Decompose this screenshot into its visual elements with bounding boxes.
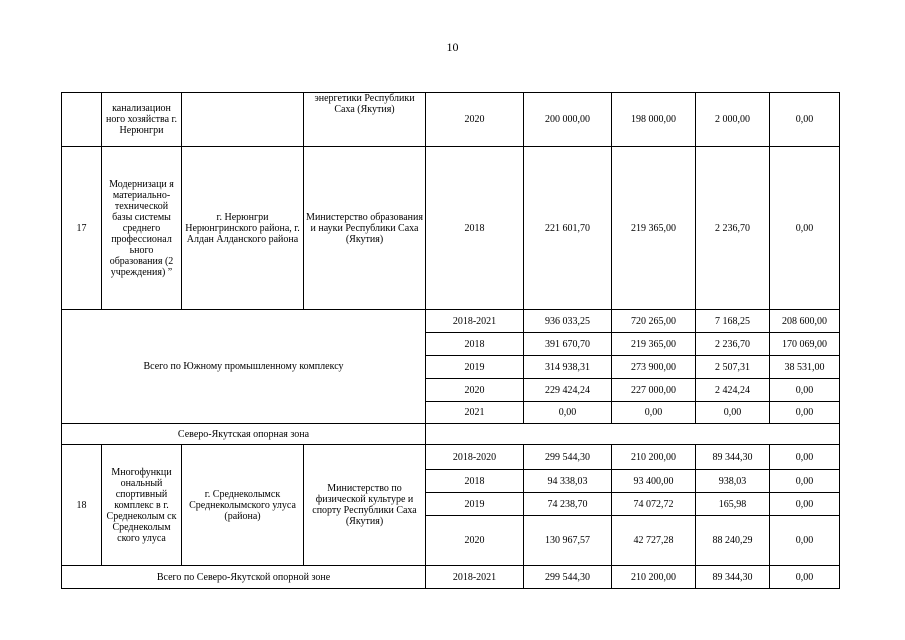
other-cell: 0,00 — [770, 402, 840, 424]
project-name-cell: канализацион ного хозяйства г. Нерюнгри — [102, 93, 182, 147]
location-cell: г. Нерюнгри Нерюнгринского района, г. Алдан Алданского района — [182, 147, 304, 310]
other-cell: 0,00 — [770, 493, 840, 516]
regional-cell: 2 236,70 — [696, 147, 770, 310]
federal-cell: 0,00 — [612, 402, 696, 424]
total-cell: 299 544,30 — [524, 566, 612, 589]
other-cell: 0,00 — [770, 379, 840, 402]
regional-cell: 938,03 — [696, 470, 770, 493]
zone-header: Северо-Якутская опорная зона — [62, 424, 426, 445]
regional-cell: 2 507,31 — [696, 356, 770, 379]
table-row — [62, 93, 840, 147]
other-cell: 0,00 — [770, 516, 840, 566]
north-total-label: Всего по Северо-Якутской опорной зоне — [62, 566, 426, 589]
federal-cell: 93 400,00 — [612, 470, 696, 493]
other-cell: 208 600,00 — [770, 310, 840, 333]
regional-cell: 89 344,30 — [696, 566, 770, 589]
total-cell: 94 338,03 — [524, 470, 612, 493]
other-cell: 0,00 — [770, 566, 840, 589]
table-row — [62, 445, 840, 470]
federal-cell: 210 200,00 — [612, 445, 696, 470]
row-number-cell: 18 — [62, 445, 102, 566]
south-total-label: Всего по Южному промышленному комплексу — [62, 310, 426, 424]
regional-cell: 88 240,29 — [696, 516, 770, 566]
federal-cell: 210 200,00 — [612, 566, 696, 589]
federal-cell: 227 000,00 — [612, 379, 696, 402]
responsible-cell: Министерство образования и науки Республики Саха (Якутия) — [304, 147, 426, 310]
responsible-cell: Министерство по физической культуре и спорту Республики Саха (Якутия) — [304, 445, 426, 566]
year-cell: 2019 — [426, 356, 524, 379]
year-cell: 2018-2021 — [426, 310, 524, 333]
federal-cell: 219 365,00 — [612, 147, 696, 310]
regional-cell: 2 000,00 — [696, 93, 770, 147]
project-name-cell: Многофункци ональный спортивный комплекс в г. Среднеколым ск Среднеколым ского улуса — [102, 445, 182, 566]
year-cell: 2018 — [426, 333, 524, 356]
table-row — [62, 566, 840, 589]
total-cell: 229 424,24 — [524, 379, 612, 402]
zone-header-empty — [426, 424, 840, 445]
federal-cell: 74 072,72 — [612, 493, 696, 516]
total-cell: 314 938,31 — [524, 356, 612, 379]
total-cell: 221 601,70 — [524, 147, 612, 310]
other-cell: 170 069,00 — [770, 333, 840, 356]
year-cell: 2020 — [426, 93, 524, 147]
total-cell: 130 967,57 — [524, 516, 612, 566]
other-cell: 0,00 — [770, 445, 840, 470]
year-cell: 2021 — [426, 402, 524, 424]
regional-cell: 89 344,30 — [696, 445, 770, 470]
other-cell: 0,00 — [770, 470, 840, 493]
regional-cell: 7 168,25 — [696, 310, 770, 333]
total-cell: 74 238,70 — [524, 493, 612, 516]
project-name-cell: Модернизаци я материально-технической базы системы среднего профессионал ьного образования (2 учреждения) ” — [102, 147, 182, 310]
year-cell: 2018 — [426, 470, 524, 493]
year-cell: 2018-2021 — [426, 566, 524, 589]
total-cell: 391 670,70 — [524, 333, 612, 356]
federal-cell: 273 900,00 — [612, 356, 696, 379]
other-cell: 0,00 — [770, 147, 840, 310]
other-cell: 0,00 — [770, 93, 840, 147]
location-cell: г. Среднеколымск Среднеколымского улуса (района) — [182, 445, 304, 566]
other-cell: 38 531,00 — [770, 356, 840, 379]
total-cell: 200 000,00 — [524, 93, 612, 147]
regional-cell: 0,00 — [696, 402, 770, 424]
total-cell: 936 033,25 — [524, 310, 612, 333]
year-cell: 2018-2020 — [426, 445, 524, 470]
page-number: 10 — [446, 40, 459, 54]
year-cell: 2020 — [426, 379, 524, 402]
location-cell — [182, 93, 304, 147]
total-cell: 0,00 — [524, 402, 612, 424]
regional-cell: 2 424,24 — [696, 379, 770, 402]
table-row — [62, 424, 840, 445]
table-row — [62, 147, 840, 310]
year-cell: 2020 — [426, 516, 524, 566]
row-number-cell: 17 — [62, 147, 102, 310]
total-cell: 299 544,30 — [524, 445, 612, 470]
regional-cell: 165,98 — [696, 493, 770, 516]
table-row — [62, 310, 840, 333]
funding-table — [61, 92, 840, 589]
regional-cell: 2 236,70 — [696, 333, 770, 356]
federal-cell: 198 000,00 — [612, 93, 696, 147]
year-cell: 2019 — [426, 493, 524, 516]
federal-cell: 720 265,00 — [612, 310, 696, 333]
year-cell: 2018 — [426, 147, 524, 310]
row-number-cell — [62, 93, 102, 147]
federal-cell: 219 365,00 — [612, 333, 696, 356]
federal-cell: 42 727,28 — [612, 516, 696, 566]
responsible-cell: энергетики Республики Саха (Якутия) — [304, 93, 426, 147]
